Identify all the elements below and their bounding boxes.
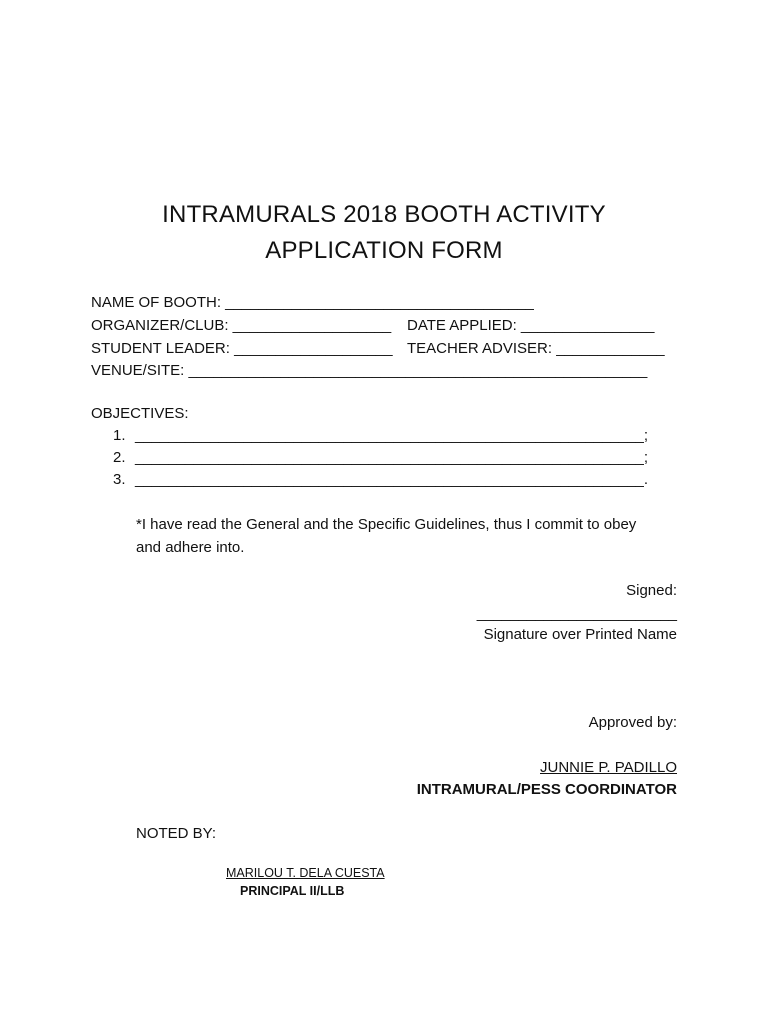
organizer-club-field: ORGANIZER/CLUB: ___________________ xyxy=(91,317,392,334)
signature-line: ________________________ xyxy=(476,605,677,622)
signature-caption: Signature over Printed Name xyxy=(483,626,677,643)
objective-blank: _____________________________________________________________. xyxy=(135,471,649,488)
noter-name: MARILOU T. DELA CUESTA xyxy=(226,866,385,880)
student-leader-field: STUDENT LEADER: ___________________ xyxy=(91,340,393,357)
approver-name: JUNNIE P. PADILLO xyxy=(540,759,677,776)
signed-label: Signed: xyxy=(626,582,677,599)
objective-blank: _____________________________________________________________; xyxy=(135,449,649,466)
noted-by-label: NOTED BY: xyxy=(136,825,217,842)
objective-number: 2. xyxy=(113,449,126,466)
venue-site-field: VENUE/SITE: _______________________________________________________ xyxy=(91,362,648,379)
form-title-line-2: APPLICATION FORM xyxy=(265,237,503,264)
noter-position: PRINCIPAL II/LLB xyxy=(240,884,345,898)
approver-position: INTRAMURAL/PESS COORDINATOR xyxy=(416,781,677,798)
objective-item xyxy=(113,449,648,467)
objective-item xyxy=(113,427,648,445)
objective-number: 3. xyxy=(113,471,126,488)
objectives-heading: OBJECTIVES: xyxy=(91,405,189,422)
commitment-line-2: and adhere into. xyxy=(136,539,245,556)
objective-number: 1. xyxy=(113,427,126,444)
form-title-line-1: INTRAMURALS 2018 BOOTH ACTIVITY xyxy=(162,201,606,228)
objective-blank: _____________________________________________________________; xyxy=(135,427,649,444)
objective-item xyxy=(113,471,648,489)
commitment-line-1: *I have read the General and the Specific Guidelines, thus I commit to obey xyxy=(136,516,637,533)
teacher-adviser-field: TEACHER ADVISER: _____________ xyxy=(407,340,665,357)
name-of-booth-field: NAME OF BOOTH: _____________________________________ xyxy=(91,294,534,311)
approved-by-label: Approved by: xyxy=(588,714,677,731)
date-applied-field: DATE APPLIED: ________________ xyxy=(407,317,655,334)
